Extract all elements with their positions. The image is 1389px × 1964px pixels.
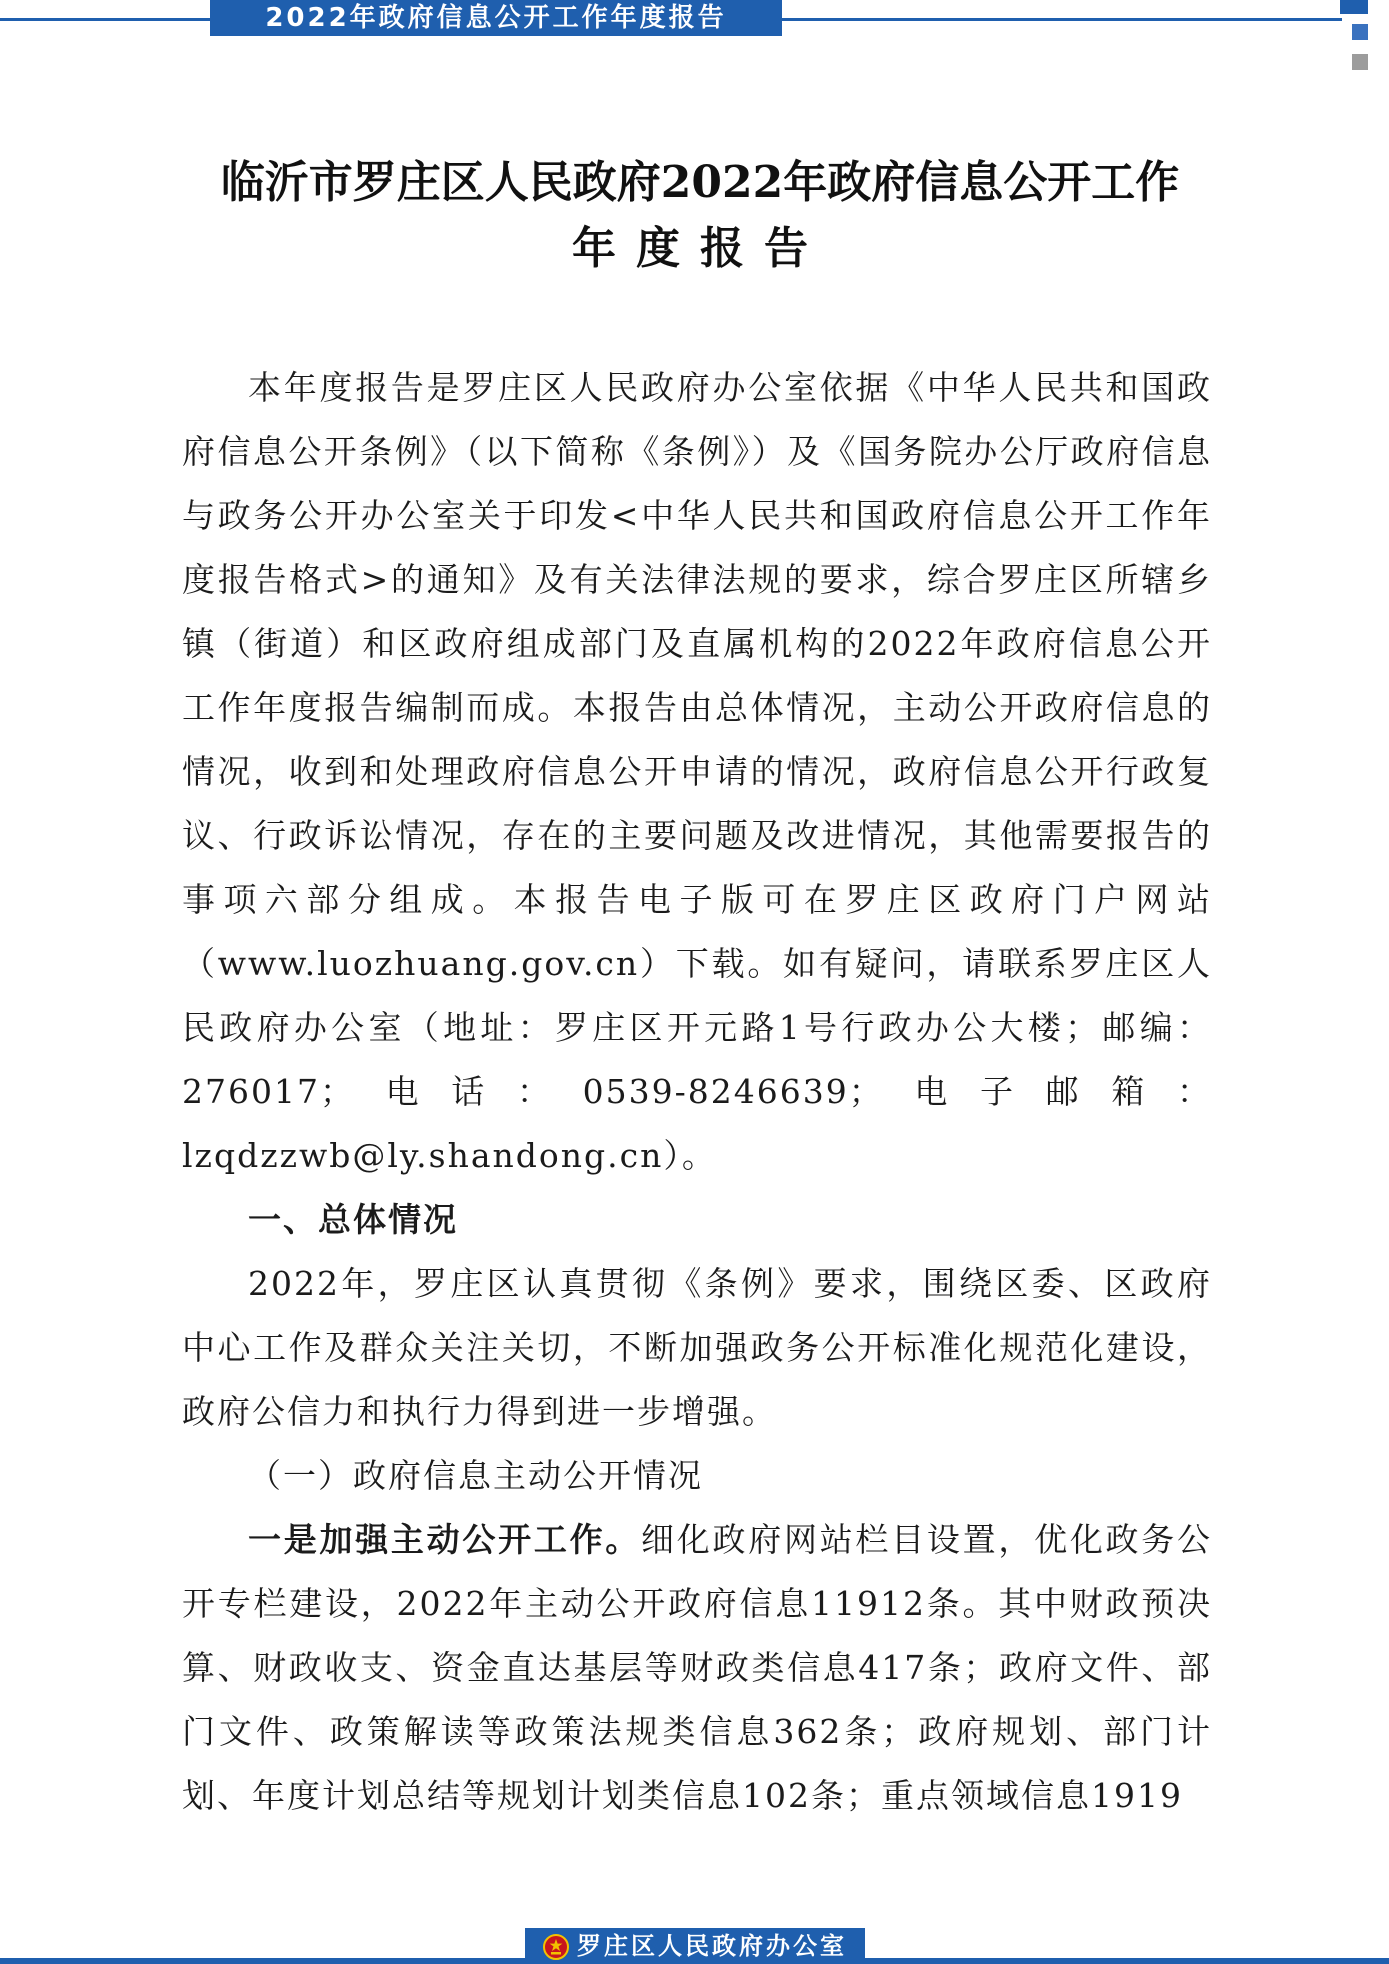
footer-org-name: 罗庄区人民政府办公室 [577, 1932, 847, 1960]
intro-paragraph: 本年度报告是罗庄区人民政府办公室依据《中华人民共和国政府信息公开条例》（以下简称《条例》）及《国务院办公厅政府信息与政务公开办公室关于印发<中华人民共和国政府信息公开工作年度报告格式>的通知》及有关法律法规的要求，综合罗庄区所辖乡镇（街道）和区政府组成部门及直属机构的2022年政府信息公开工作年度报告编制而成。本报告由总体情况，主动公开政府信息的情况，收到和处理政府信息公开申请的情况，政府信息公开行政复议、行政诉讼情况，存在的主要问题及改进情况，其他需要报告的事项六部分组成。本报告电子版可在罗庄区政府门户网站（www.luozhuang.gov.cn）下载。如有疑问，请联系罗庄区人民政府办公室（地址：罗庄区开元路1号行政办公大楼；邮编：276017；电话：0539-8246639；电子邮箱：lzqdzzwb@ly.shandong.cn）。 [182, 368, 1212, 1175]
national-emblem-icon [543, 1934, 569, 1960]
document-title [150, 150, 1250, 282]
overview-paragraph: 2022年，罗庄区认真贯彻《条例》要求，围绕区委、区政府中心工作及群众关注关切，不断加强政务公开标准化规范化建设，政府公信力和执行力得到进一步增强。 [182, 1264, 1212, 1431]
subsection-heading-proactive-disclosure: （一）政府信息主动公开情况 [248, 1456, 703, 1495]
footer-badge [525, 1928, 865, 1964]
corner-decoration [1352, 54, 1368, 70]
paragraph-text: 细化政府网站栏目设置，优化政务公开专栏建设，2022年主动公开政府信息11912条。其中财政预决算、财政收支、资金直达基层等财政类信息417条；政府文件、部门文件、政策解读等政策法规类信息362条；政府规划、部门计划、年度计划总结等规划计划类信息102条；重点领域信息1919 [182, 1520, 1213, 1815]
corner-decoration [1340, 0, 1368, 14]
document-body [182, 356, 1212, 1828]
title-line-1: 临沂市罗庄区人民政府2022年政府信息公开工作 [220, 157, 1180, 208]
paragraph-lead: 一是加强主动公开工作。 [248, 1520, 642, 1559]
title-line-2: 年度报告 [572, 223, 828, 274]
corner-decoration [1352, 24, 1368, 40]
header-badge: 2022年政府信息公开工作年度报告 [210, 0, 782, 36]
section-heading-overview: 一、总体情况 [248, 1200, 458, 1239]
proactive-disclosure-paragraph [182, 1508, 1212, 1828]
